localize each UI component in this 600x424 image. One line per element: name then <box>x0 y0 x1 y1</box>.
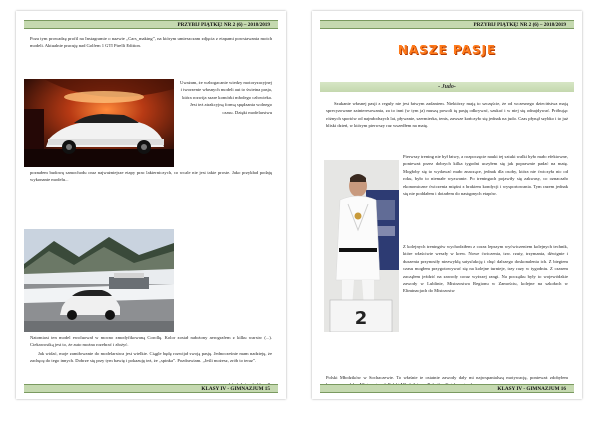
paragraph-intro: Poza tym prowadzę profil na Instagramie o nazwie „Cars_making”, na którym umieszczam zdjęcia z etapami powstawania moich modeli. Aktualnie pracuję nad Golfem 1 GTI Pirelli Edition. <box>30 36 272 49</box>
paragraph-closing: Jak widać, moje zamiłowanie do modelarstwa jest wielkie. Ciągle będę rozwijał swoją pasję. Jednocześnie mam nadzieję, że zachęcę do tego innych. Dobrze się przy tym bawię i pokazuję też, że „spinka”. Pozdrawiam. „Jeśli możesz, zrób to teraz”. <box>30 351 272 364</box>
page-header: PRZYBIJ PIĄTKĘ! NR 2 (6) – 2018/2019 <box>24 20 278 29</box>
paragraph-corolla: Natomiast ten model ewoluował w mocno zmodyfikowaną Corollę. Kolor został nałożony aerografem z kilku warstw (...). Ciekawostką jest to, że auto można rozebrać i złożyć. <box>30 335 272 348</box>
paragraph-modeling: poznałem budowę samochodu oraz najważniejsze etapy prac lakierniczych, co wcale nie jest takie proste. Jako przykład podaję wykonanie modelu... <box>30 170 272 183</box>
winter-car-photo <box>24 229 174 332</box>
judo-podium-photo <box>324 160 399 332</box>
paragraph-competitions: Z kolejnych treningów wychodziłem z coraz lepszym wyćwiczeniem kolejnych technik, które właściwie weszły w krew. Nowe ćwiczenia, tzw. rzuty, trzymania, dźwignie i duszenia przynosiły niezwykłą satysfakcję i chęć dalszego doskonalenia ich. Z biegiem czasu mogłem przygotowywać się na kolejne turnieje, trzy razy w tygodniu. Z czasem zacząłem jeździć na zawody coraz wyższej rangi. Na początku były to wojewódzkie zawody w Lublinie, Mistrzostwa Regionu w Zamościu, kolejne na szkołach w Eliminacjach do Mistrzostw <box>403 244 568 294</box>
paragraph-passion: Uważam, że wzbogacanie wiedzy motoryzacyjnej i tworzenie własnych modeli aut to świetna pasja, która rozwija szare komórki młodego człowieka. Jest też atrakcyjną formą spędzania wolnego czasu. Dzięki modelarstwu <box>180 80 272 115</box>
page-footer: KLASY IV - GIMNAZJUM 15 <box>24 384 278 393</box>
paragraph-first-training: Pierwszy trening nie był łatwy, a rozpoczęcie nauki tej sztuki walki było mało efektowne, ponieważ przez dobrych kilka tygodni uczyłem się jak poprawnie padać na matę. Mogłoby się to wydawać mało znaczące, jednak dla osoby, która nie ćwiczyła nic od roku, było to niemałe wyzwanie. Po treningach pojawiły się zakwasy, co oznaczało ekonomiczne ćwiczenia mięśni z brakiem kondycji i wysportowania. Tym razem jednak się nie poddałem i dotarłem do następnych etapów. <box>403 154 568 197</box>
right-page <box>312 11 582 399</box>
car-garage-photo <box>24 79 174 167</box>
page-footer: KLASY IV - GIMNAZJUM 16 <box>320 384 574 393</box>
paragraph-intro: Szukanie własnej pasji z reguły nie jest łatwym zadaniem. Niektórzy mają to szczęście, że od wczesnego dzieciństwa mają sprecyzowane zainteresowania, za to inni (w tym ja) muszą powoli tę pasję odkrywać, szukać i w niej się odnajdywać. Próbując różnych sportów od najmłodszych lat, pływanie, szermierka, tenis, zawsze kończyło się jednak na judo. Czas płynął szybko i to już bliski dzień, w którym pierwszy raz wszedłem na matę. <box>326 101 568 129</box>
page-header: PRZYBIJ PIĄTKĘ! NR 2 (6) – 2018/2019 <box>320 20 574 29</box>
left-page <box>16 11 286 399</box>
section-title: NASZE PASJE <box>397 43 497 57</box>
article-subtitle: - Judo- <box>320 82 574 92</box>
paragraph-medal: Polski Młodzików w Sochaczewie. To właśnie te ostatnie zawody dały mi najwspanialszą motywację, ponieważ zdobyłem <box>326 375 568 380</box>
svg-text:2: 2 <box>354 308 368 329</box>
